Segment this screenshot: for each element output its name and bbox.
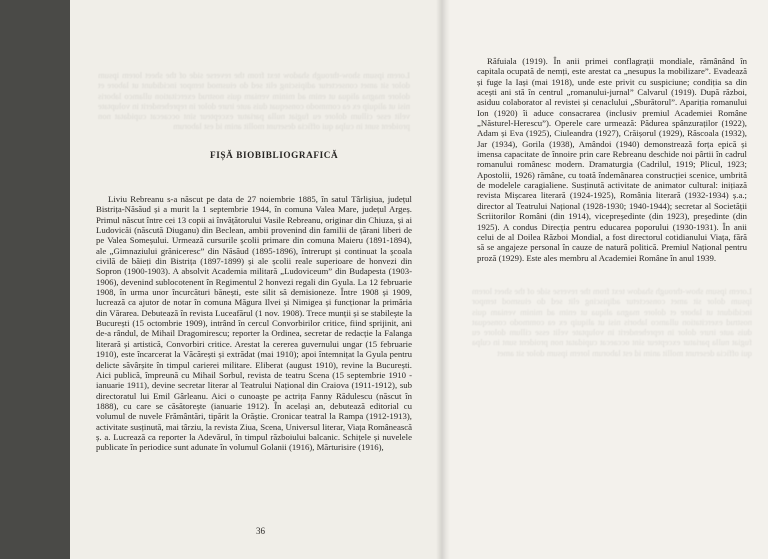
biography-paragraph-left: Liviu Rebreanu s-a născut pe data de 27 noiembrie 1885, în satul Târlișiua, județul Bistrița-Năsăud și a murit la 1 septembrie 1944, în comuna Valea Mare, județul Argeș. Primul născut între cei 13 copii ai învățătorului Vasile Rebreanu, originar din Chiuza, și ai Ludovicăi (născută Diuganu) din Beclean, ambii provenind din familii de țărani liberi de pe Valea Someșului. Urmează cursurile școlii primare din comuna Maieru (1891-1894), ale „Gimnaziului grăniceresc” din Năsăud (1895-1896), întrerupt și continuat la școala civilă de băieți din Bistrița (1897-1899) și ale școlii reale superioare de honvezi din Sopron (1900-1903). A absolvit Academia militară „Ludoviceum” din Budapesta (1903-1906), devenind sublocotenent în Regimentul 2 honvezi regali din Gyula. La 12 februarie 1908, în urma unor încurcături bănești, este silit să demisioneze. Între 1908 și 1909, lucrează ca ajutor de notar în comuna Măgura Ilvei și Nimigea și funcționar la primăria din Vărarea. Debutează în revista Luceafărul (1 nov. 1908). Trece munții și se stabilește la București (15 octombrie 1909), intrând în cercul Convorbirilor critice, fiind sprijinit, ani de-a rândul, de Mihail Dragomirescu; reporter la Ordinea, secretar de redacție la Falanga literară și artistică, Convorbiri critice. Arestat la cererea guvernului ungar (15 februarie 1910), este încarcerat la Văcărești și extrădat (mai 1910); apoi întemnițat la Gyula pentru delicte săvârșite în timpul carierei militare. Eliberat (august 1910), revine la București. Aici publică, împreună cu Mihail Sorbul, revista de teatru Scena (15 septembrie 1910 - ianuarie 1911), devine secretar literar al Teatrului Național din Craiova (1911-1912), sub directoratul lui Emil Gârleanu. Aici o cunoaște pe actrița Fanny Rădulescu (născut în 1888), cu care se căsătorește (ianuarie 1912). În același an, debutează editorial cu volumul de nuvele Frământări, tipărit la Orăștie. Cronicar teatral la Rampa (1912-1913), activitate susținută, mai târziu, la revista Ziua, Scena, Universul literar, Viața Românească ș. a. Lucrează ca reporter la Adevărul, în timpul războiului balcanic. Schițele și nuvelele publicate în periodice sunt adunate în volumul Golanii (1916), Mărturisire (1916), [96, 194, 412, 453]
page-heading: FIȘĂ BIOBIBLIOGRAFICĂ [210, 150, 339, 160]
bleed-through-text: Lorem ipsum show-through shadow text from the reverse side of the sheet lorem ipsum dolor sit amet consectetur adipiscing elit sed do eiusmod tempor incididunt ut labore et dolore magna aliqua ut enim ad minim veniam quis nostrud exercitation ullamco laboris nisi ut aliquip ex ea commodo consequat duis aute irure dolor in reprehenderit in voluptate velit esse cillum dolore eu fugiat nulla pariatur excepteur sint occaecat cupidatat non proident sunt in culpa qui officia deserunt mollit anim id est laborum [98, 70, 410, 132]
bleed-through-text: Lorem ipsum show-through shadow text from the reverse side of the sheet lorem ipsum dolor sit amet consectetur adipiscing elit sed do eiusmod tempor incididunt ut labore et dolore magna aliqua ut enim ad minim veniam quis nostrud exercitation ullamco laboris nisi ut aliquip ex ea commodo consequat duis aute irure dolor in reprehenderit in voluptate velit esse cillum dolore eu fugiat nulla pariatur excepteur sint occaecat cupidatat non proident sunt in culpa qui officia deserunt mollit anim id est laborum lorem ipsum dolor sit amet [472, 286, 752, 358]
page-number: 36 [256, 526, 265, 536]
biography-paragraph-right: Răfuiala (1919). În anii primei conflagrații mondiale, rămânând în capitala ocupată de nemți, este arestat ca „nesupus la mobilizare”. Evadează și fuge la Iași (mai 1918), unde este privit cu suspiciune; condiția sa din acești ani stă în centrul „romanului-jurnal” Calvarul (1919). După război, asiduu colaborator al revistei și cenaclului „Sburătorul”. Apariția romanului Ion (1920) îi aduce consacrarea (inclusiv premiul Academiei Române „Năsturel-Herescu”). Operele care urmează: Pădurea spânzuraților (1922), Adam și Eva (1925), Ciuleandra (1927), Crăișorul (1929), Răscoala (1932), Jar (1934), Gorila (1938), Amândoi (1940) demonstrează forța epică și imensa capacitate de înnoire prin care Rebreanu deschide noi pârtii în cadrul romanului românesc modern. Dramaturgia (Cadrilul, 1919; Plicul, 1923; Apostolii, 1926) rămâne, cu toată îndemânarea construcției scenice, umbrită de modelele caragialiene. Susținută activitate de animator cultural: inițiază revista Mișcarea literară (1924-1925), România literară (1932-1934) ș.a.; director al Teatrului Național (1928-1930; 1940-1944); secretar al Societății Scriitorilor Români (din 1914), vicepreședinte (din 1923), președinte (din 1925). A condus Direcția pentru educarea poporului (1930-1931). În anii celui de al Doilea Război Mondial, a fost directorul cotidianului Viața, fără să se angajeze personal în cauze de natură politică. Premiul Național pentru proză (1929). Este ales membru al Academiei Române în anul 1939. [477, 56, 747, 263]
book-gutter [436, 0, 450, 559]
